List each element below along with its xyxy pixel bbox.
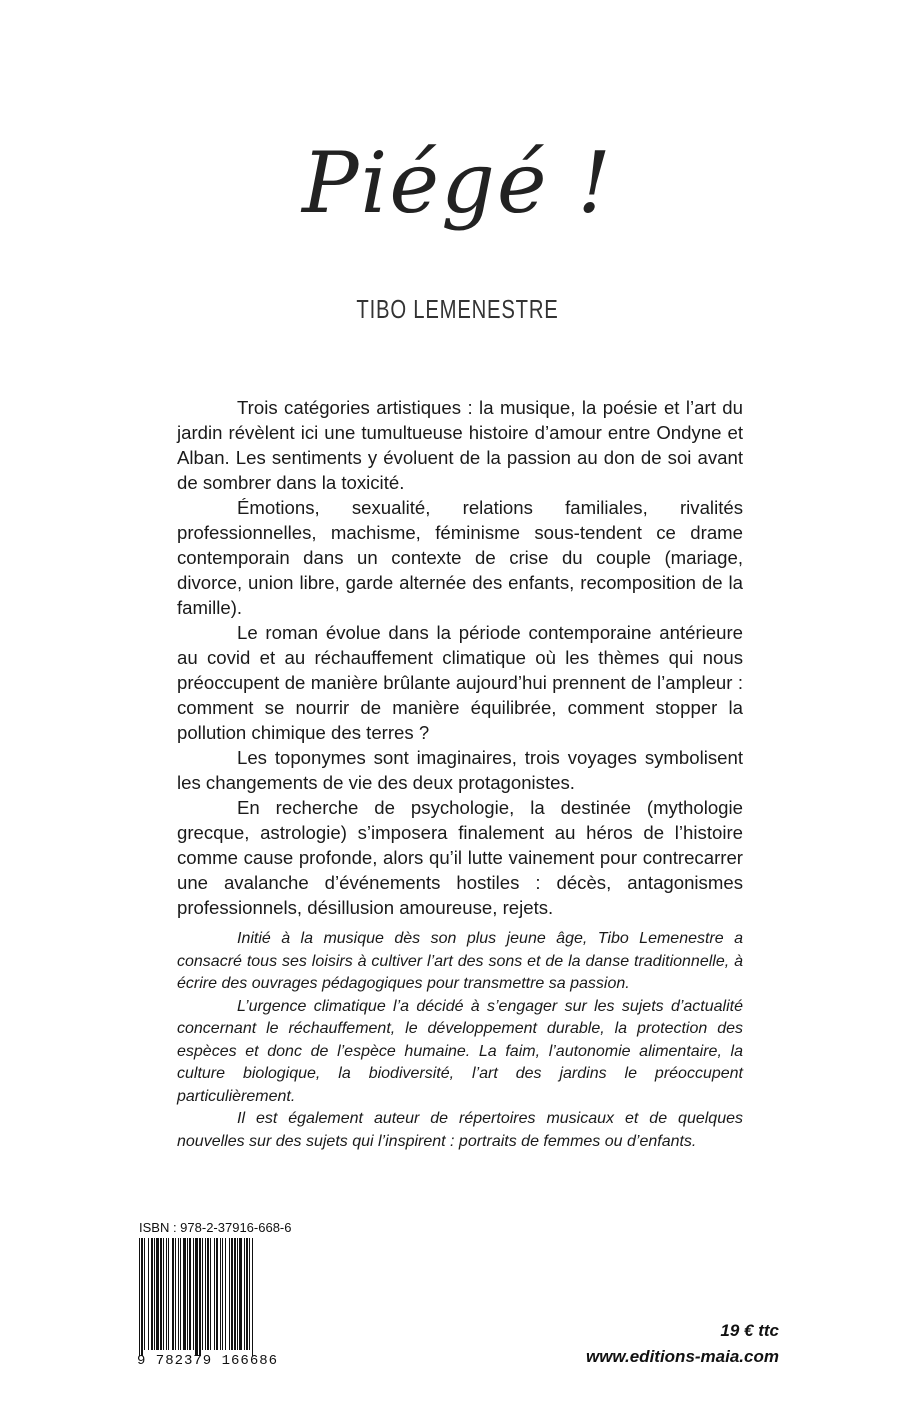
barcode-bar: [199, 1238, 201, 1356]
barcode-bar: [154, 1238, 155, 1350]
barcode-bar: [193, 1238, 194, 1350]
barcode-bar: [189, 1238, 191, 1350]
barcode-bar: [156, 1238, 159, 1350]
barcode-bar: [252, 1238, 253, 1356]
author-name: TIBO LEMENESTRE: [356, 294, 559, 324]
bio-paragraph: Initié à la musique dès son plus jeune âge, Tibo Lemenestre a consacré tous ses loisirs à cultiver l’art des sons et de la danse traditionnelle, à écrire des ouvrages pédagogiques pour transmettre sa passion.: [177, 930, 743, 992]
barcode-bar: [175, 1238, 176, 1350]
synopsis-paragraph: Émotions, sexualité, relations familiales, rivalités professionnelles, machisme, féminisme sous-tendent ce drame contemporain dans un contexte de crise du couple (mariage, divorce, union libre, garde alternée des enfants, recomposition de la famille).: [177, 497, 743, 618]
author-bio: [177, 928, 743, 1153]
barcode-bar: [205, 1238, 206, 1350]
synopsis-paragraph: Les toponymes sont imaginaires, trois voyages symbolisent les changements de vie des deux protagonistes.: [177, 747, 743, 793]
barcode-bar: [172, 1238, 174, 1350]
barcode-bar: [239, 1238, 242, 1350]
barcode-bar: [229, 1238, 230, 1350]
bio-paragraph: Il est également auteur de répertoires musicaux et de quelques nouvelles sur des sujets qui l’inspirent : portraits de femmes ou d’enfants.: [177, 1110, 743, 1150]
synopsis: [177, 395, 743, 920]
barcode-bar: [187, 1238, 188, 1350]
barcode-bar: [195, 1238, 198, 1356]
synopsis-paragraph: En recherche de psychologie, la destinée (mythologie grecque, astrologie) s’imposera finalement au héros de l’histoire comme cause profonde, alors qu’il lutte vainement pour contrecarrer une avalanche d’événements hostiles : décès, antagonismes professionnels, désillusion amoureuse, rejets.: [177, 797, 743, 918]
barcode-bar: [214, 1238, 215, 1350]
isbn-label: ISBN : 978-2-37916-668-6: [139, 1220, 292, 1235]
barcode-bar: [249, 1238, 250, 1350]
barcode-bar: [231, 1238, 233, 1350]
barcode-bar: [183, 1238, 186, 1350]
barcode-bar: [244, 1238, 245, 1350]
barcode-bar: [220, 1238, 221, 1350]
barcode-bar: [207, 1238, 209, 1350]
barcode-bar: [148, 1238, 149, 1350]
publisher-website: www.editions-maia.com: [585, 1347, 779, 1366]
barcode-bar: [178, 1238, 179, 1350]
book-title: Piégé !: [301, 134, 614, 232]
barcode-bar: [234, 1238, 236, 1350]
synopsis-paragraph: Trois catégories artistiques : la musique, la poésie et l’art du jardin révèlent ici une tumultueuse histoire d’amour entre Ondyne et Alban. Les sentiments y évoluent de la passion au don de soi avant de sombrer dans la toxicité.: [177, 397, 743, 493]
barcode-bar: [180, 1238, 181, 1350]
barcode-bar: [151, 1238, 153, 1350]
barcode-bar: [141, 1238, 143, 1356]
barcode-bar: [160, 1238, 162, 1350]
barcode-bar: [168, 1238, 169, 1350]
barcode-bar: [144, 1238, 145, 1350]
barcode-digits: 9 782379 166686: [137, 1353, 279, 1369]
barcode-bar: [202, 1238, 203, 1350]
barcode-icon: [137, 1238, 309, 1356]
synopsis-paragraph: Le roman évolue dans la période contemporaine antérieure au covid et au réchauffement climatique où les thèmes qui nous préoccupent de manière brûlante aujourd’hui prennent de l’ampleur : comment se nourrir de manière équilibrée, comment stopper la pollution chimique des terres ?: [177, 622, 743, 743]
barcode-bar: [222, 1238, 223, 1350]
barcode-bar: [210, 1238, 211, 1350]
barcode-bar: [166, 1238, 167, 1350]
price: 19 € ttc: [720, 1321, 779, 1340]
barcode-bar: [163, 1238, 164, 1350]
barcode-bar: [216, 1238, 218, 1350]
bio-paragraph: L’urgence climatique l’a décidé à s’engager sur les sujets d’actualité concernant le réchauffement, le développement durable, la protection des espèces et donc de l’espèce humaine. La faim, l’autonomie alimentaire, la culture biologique, la biodiversité, l’art des jardins le préoccupent particulièrement.: [177, 997, 743, 1105]
barcode-bar: [139, 1238, 140, 1356]
barcode-bar: [225, 1238, 226, 1350]
barcode-bar: [237, 1238, 238, 1350]
barcode-bar: [246, 1238, 248, 1350]
